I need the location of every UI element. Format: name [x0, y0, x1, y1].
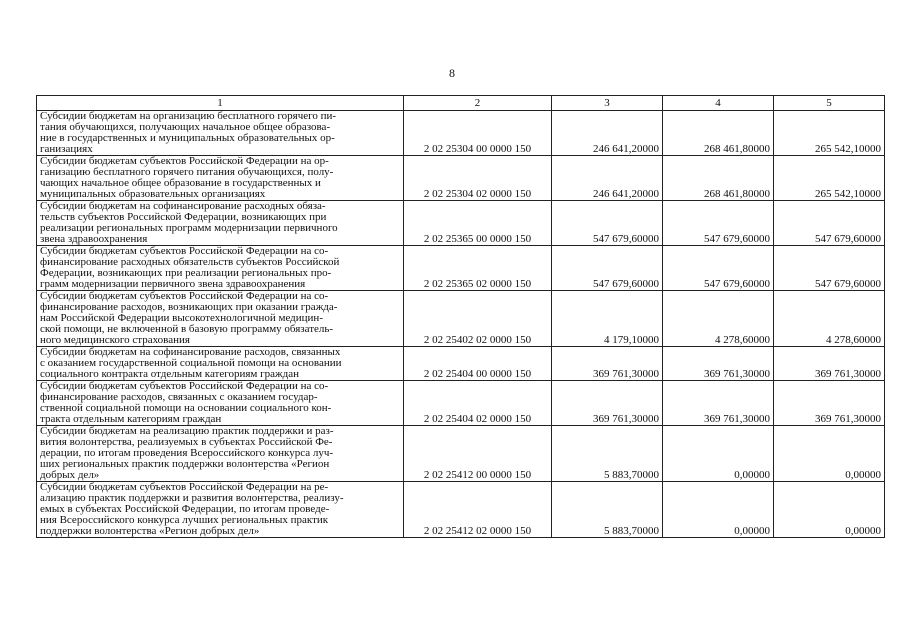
description-cell: [37, 156, 404, 201]
description-line: Субсидии бюджетам на софинансирование расходов, связанных: [40, 346, 341, 358]
value-col5-cell: 0,00000: [774, 426, 885, 482]
description-line: Субсидии бюджетам на организацию бесплатного горячего пи-: [40, 110, 337, 122]
description-line: поддержки волонтерства «Регион добрых дел»: [40, 525, 260, 537]
value-col3-cell: 369 761,30000: [552, 381, 663, 426]
column-header-1: 1: [37, 96, 404, 111]
description-line: ственной социальной помощи на основании социального кон-: [40, 402, 332, 414]
column-header-4: 4: [663, 96, 774, 111]
description-cell: [37, 201, 404, 246]
description-line: ской помощи, не включенной в базовую программу обязатель-: [40, 323, 334, 335]
description-line: ние в государственных и муниципальных образовательных ор-: [40, 132, 335, 144]
value-col4-cell: 547 679,60000: [663, 201, 774, 246]
table-row: [37, 111, 885, 156]
description-line: муниципальных образовательных организациях: [40, 188, 266, 200]
budget-code-cell: 2 02 25404 00 0000 150: [404, 347, 552, 381]
value-col4-cell: 369 761,30000: [663, 381, 774, 426]
column-header-3: 3: [552, 96, 663, 111]
value-col5-cell: 369 761,30000: [774, 381, 885, 426]
value-col3-cell: 246 641,20000: [552, 156, 663, 201]
description-line: ганизациях: [40, 143, 93, 155]
description-line: финансирование расходных обязательств субъектов Российской: [40, 256, 340, 268]
value-col4-cell: 4 278,60000: [663, 291, 774, 347]
description-line: финансирование расходов, связанных с оказанием государ-: [40, 391, 318, 403]
description-cell: [37, 291, 404, 347]
description-line: Субсидии бюджетам субъектов Российской Федерации на ре-: [40, 481, 329, 493]
value-col5-cell: 547 679,60000: [774, 201, 885, 246]
description-cell: [37, 111, 404, 156]
value-col5-cell: 4 278,60000: [774, 291, 885, 347]
budget-code-cell: 2 02 25404 02 0000 150: [404, 381, 552, 426]
description-line: Субсидии бюджетам субъектов Российской Федерации на со-: [40, 290, 329, 302]
description-line: звена здравоохранения: [40, 233, 148, 245]
description-line: Субсидии бюджетам субъектов Российской Федерации на ор-: [40, 155, 329, 167]
description-cell: [37, 381, 404, 426]
budget-code-cell: 2 02 25365 00 0000 150: [404, 201, 552, 246]
table-row: [37, 426, 885, 482]
value-col3-cell: 5 883,70000: [552, 482, 663, 538]
table-row: [37, 347, 885, 381]
description-line: нам Российской Федерации высокотехнологичной медицин-: [40, 312, 323, 324]
description-cell: [37, 482, 404, 538]
value-col4-cell: 547 679,60000: [663, 246, 774, 291]
description-line: ния Всероссийского конкурса лучших региональных практик: [40, 514, 329, 526]
budget-table: [36, 95, 885, 538]
table-row: [37, 201, 885, 246]
description-line: ного медицинского страхования: [40, 334, 190, 346]
table-row: [37, 482, 885, 538]
column-header-5: 5: [774, 96, 885, 111]
value-col5-cell: 547 679,60000: [774, 246, 885, 291]
budget-code-cell: 2 02 25402 02 0000 150: [404, 291, 552, 347]
value-col5-cell: 265 542,10000: [774, 111, 885, 156]
budget-code-cell: 2 02 25304 02 0000 150: [404, 156, 552, 201]
description-line: Федерации, возникающих при реализации региональных про-: [40, 267, 332, 279]
description-line: ганизацию бесплатного горячего питания обучающихся, полу-: [40, 166, 334, 178]
value-col3-cell: 547 679,60000: [552, 201, 663, 246]
value-col3-cell: 246 641,20000: [552, 111, 663, 156]
value-col4-cell: 0,00000: [663, 482, 774, 538]
value-col5-cell: 369 761,30000: [774, 347, 885, 381]
budget-code-cell: 2 02 25304 00 0000 150: [404, 111, 552, 156]
description-line: Субсидии бюджетам на софинансирование расходных обяза-: [40, 200, 326, 212]
table-row: [37, 381, 885, 426]
table-row: [37, 156, 885, 201]
budget-code-cell: 2 02 25365 02 0000 150: [404, 246, 552, 291]
value-col4-cell: 268 461,80000: [663, 111, 774, 156]
description-line: емых в субъектах Российской Федерации, по итогам проведе-: [40, 503, 330, 515]
description-line: тельств субъектов Российской Федерации, возникающих при: [40, 211, 327, 223]
column-header-2: 2: [404, 96, 552, 111]
description-line: ших региональных практик поддержки волонтерства «Регион: [40, 458, 330, 470]
description-line: Субсидии бюджетам субъектов Российской Федерации на со-: [40, 245, 329, 257]
description-cell: [37, 426, 404, 482]
description-line: Субсидии бюджетам на реализацию практик поддержки и раз-: [40, 425, 334, 437]
description-line: тания обучающихся, получающих начальное общее образова-: [40, 121, 331, 133]
value-col3-cell: 547 679,60000: [552, 246, 663, 291]
description-line: вития волонтерства, реализуемых в субъектах Российской Фе-: [40, 436, 333, 448]
value-col4-cell: 0,00000: [663, 426, 774, 482]
page-number: 8: [449, 66, 455, 80]
description-line: чающих начальное общее образование в государственных и: [40, 177, 321, 189]
description-line: дерации, по итогам проведения Всероссийского конкурса луч-: [40, 447, 334, 459]
description-line: тракта отдельным категориям граждан: [40, 413, 222, 425]
description-line: грамм модернизации первичного звена здравоохранения: [40, 278, 306, 290]
table-row: [37, 246, 885, 291]
header-row: [37, 96, 885, 111]
description-line: реализации региональных программ модернизации первичного: [40, 222, 338, 234]
table-body: [37, 111, 885, 538]
value-col3-cell: 4 179,10000: [552, 291, 663, 347]
budget-code-cell: 2 02 25412 00 0000 150: [404, 426, 552, 482]
table-row: [37, 291, 885, 347]
description-line: Субсидии бюджетам субъектов Российской Федерации на со-: [40, 380, 329, 392]
description-line: финансирование расходов, возникающих при оказании гражда-: [40, 301, 338, 313]
description-line: добрых дел»: [40, 469, 100, 481]
value-col3-cell: 369 761,30000: [552, 347, 663, 381]
value-col5-cell: 265 542,10000: [774, 156, 885, 201]
value-col4-cell: 268 461,80000: [663, 156, 774, 201]
description-line: с оказанием государственной социальной помощи на основании: [40, 357, 342, 369]
value-col5-cell: 0,00000: [774, 482, 885, 538]
budget-code-cell: 2 02 25412 02 0000 150: [404, 482, 552, 538]
value-col3-cell: 5 883,70000: [552, 426, 663, 482]
value-col4-cell: 369 761,30000: [663, 347, 774, 381]
description-line: социального контракта отдельным категориям граждан: [40, 368, 299, 380]
description-line: ализацию практик поддержки и развития волонтерства, реализу-: [40, 492, 344, 504]
description-cell: [37, 246, 404, 291]
description-cell: [37, 347, 404, 381]
